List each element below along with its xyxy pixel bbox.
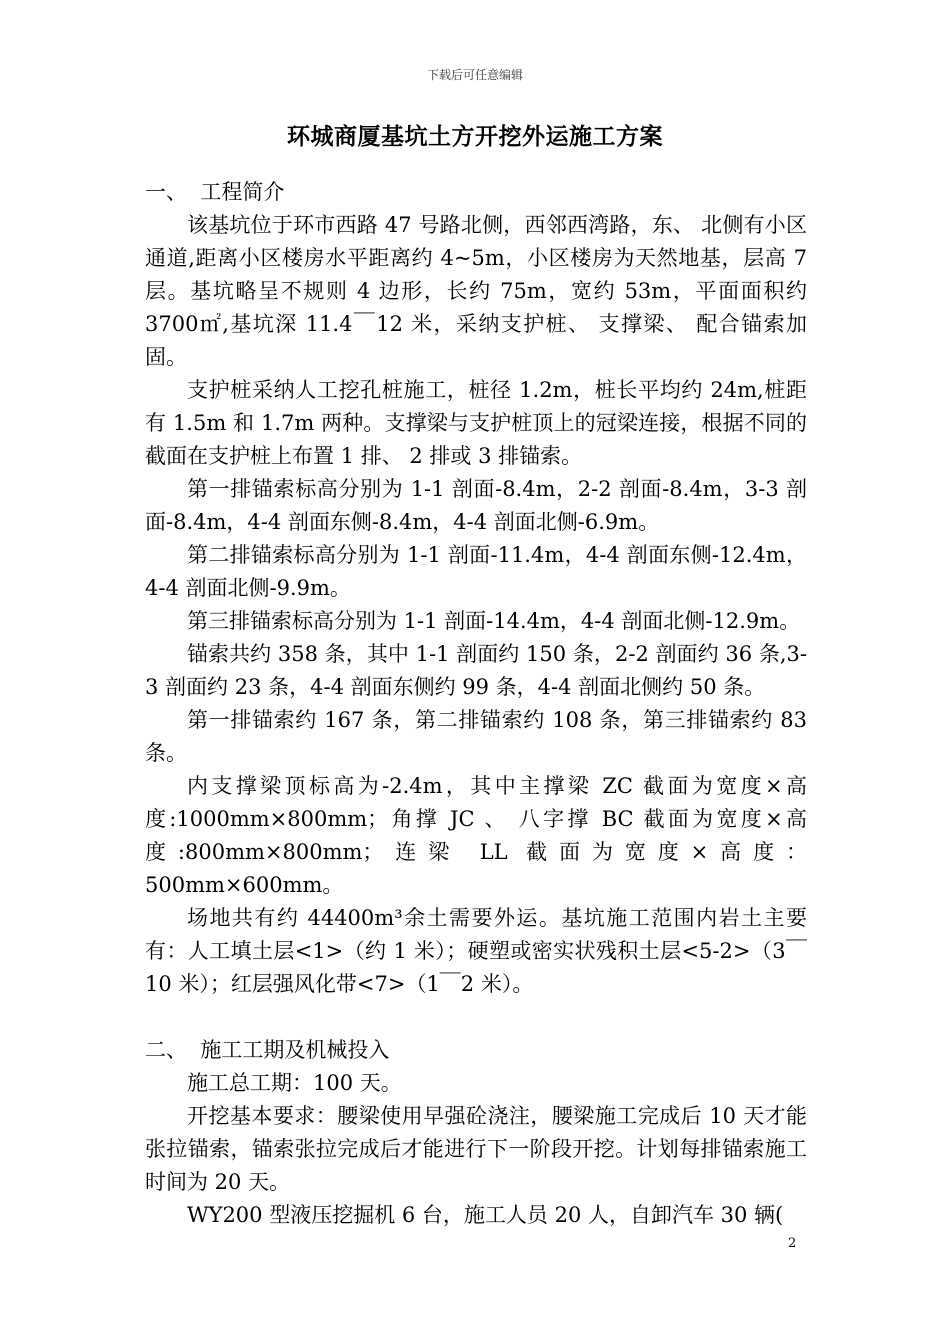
paragraph: 第二排锚索标高分别为 1-1 剖面-11.4m，4-4 剖面东侧-12.4m，4-4 剖面北侧-9.9m。 [145, 543, 807, 600]
section-heading-overview: 一、 工程简介 [145, 180, 285, 204]
paragraph: 第三排锚索标高分别为 1-1 剖面-14.4m，4-4 剖面北侧-12.9m。 [187, 609, 801, 633]
page-header: 下载后可任意编辑 [426, 68, 523, 82]
paragraph: 锚索共约 358 条，其中 1-1 剖面约 150 条，2-2 剖面约 36 条,3-3 剖面约 23 条，4-4 剖面东侧约 99 条，4-4 剖面北侧约 50 条。 [145, 642, 807, 699]
paragraph: 该基坑位于环市西路 47 号路北侧，西邻西湾路，东、 北侧有小区通道,距离小区楼房水平距离约 4~5m，小区楼房为天然地基，层高 7 层。基坑略呈不规则 4 边形，长约 75m，宽约 53m，平面面积约 3700㎡,基坑深 11.4￣12 米，采纳支护桩、 支撑梁、 配合锚索加固。 [145, 213, 807, 369]
page-number: 2 [788, 1236, 797, 1251]
paragraph: 场地共有约 44400m³余土需要外运。基坑施工范围内岩土主要有：人工填土层<1>（约 1 米）；硬塑或密实状残积土层<5-2>（3￣10 米）；红层强风化带<7>（1￣2 米）。 [145, 906, 807, 996]
section-heading-schedule: 二、 施工工期及机械投入 [145, 1038, 390, 1062]
document-title: 环城商厦基坑土方开挖外运施工方案 [287, 124, 663, 150]
paragraph: 第一排锚索标高分别为 1-1 剖面-8.4m，2-2 剖面-8.4m，3-3 剖面-8.4m，4-4 剖面东侧-8.4m，4-4 剖面北侧-6.9m。 [145, 477, 807, 534]
section-spacer [145, 1001, 807, 1034]
paragraph: WY200 型液压挖掘机 6 台，施工人员 20 人，自卸汽车 30 辆( [187, 1203, 784, 1227]
paragraph: 第一排锚索约 167 条，第二排锚索约 108 条，第三排锚索约 83 条。 [145, 708, 807, 765]
paragraph: 支护桩采纳人工挖孔桩施工，桩径 1.2m，桩长平均约 24m,桩距有 1.5m 和 1.7m 两种。支撑梁与支护桩顶上的冠梁连接，根据不同的截面在支护桩上布置 1 排、 2 排或 3 排锚索。 [145, 378, 807, 468]
paragraph: 内支撑梁顶标高为-2.4m，其中主撑梁 ZC 截面为宽度×高度:1000mm×800mm；角撑 JC 、 八字撑 BC 截面为宽度×高度:800mm×800mm；连梁 LL 截面为宽度×高度：500mm×600mm。 [145, 774, 807, 897]
paragraph: 施工总工期：100 天。 [187, 1071, 402, 1095]
paragraph: 开挖基本要求：腰梁使用早强砼浇注，腰梁施工完成后 10 天才能张拉锚索，锚索张拉完成后才能进行下一阶段开挖。计划每排锚索施工时间为 20 天。 [145, 1104, 807, 1194]
document-body [145, 176, 807, 1232]
